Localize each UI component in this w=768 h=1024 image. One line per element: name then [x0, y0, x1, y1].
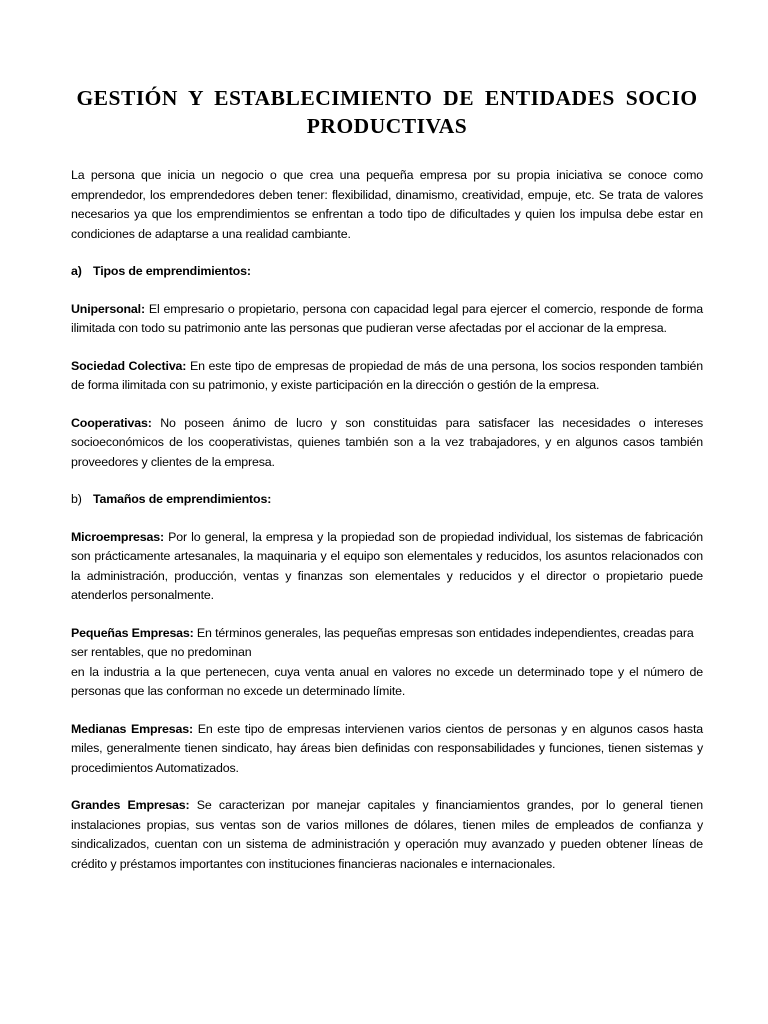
paragraph-pequenas-empresas — [71, 624, 703, 702]
section-b-heading — [71, 490, 703, 510]
term-medianas-empresas: Medianas Empresas: — [71, 721, 193, 736]
section-a-letter: a) — [71, 264, 82, 278]
text-sociedad-colectiva: En este tipo de empresas de propiedad de más de una persona, los socios responden también de forma ilimitada con su patrimonio, y existe participación en la dirección o gestión de la empresa. — [71, 358, 703, 392]
text-unipersonal: El empresario o propietario, persona con capacidad legal para ejercer el comercio, responde de forma ilimitada con todo su patrimonio ante las personas que pudieran verse afectadas por el accionar de la empresa. — [71, 301, 703, 335]
paragraph-unipersonal — [71, 300, 703, 339]
paragraph-microempresas — [71, 528, 703, 606]
text-pequenas-empresas-1: En términos generales, las pequeñas empresas son entidades independientes, creadas para ser rentables, que no predominan — [71, 625, 694, 659]
document-title — [71, 84, 703, 140]
text-microempresas: Por lo general, la empresa y la propiedad son de propiedad individual, los sistemas de fabricación son prácticamente artesanales, la maquinaria y el equipo son elementales y reducidos, los asuntos relacionados con la administración, producción, ventas y finanzas son elementales y reducidos y el director o propietario puede atenderlos personalmente. — [71, 529, 703, 602]
title-line-2: PRODUCTIVAS — [306, 114, 468, 138]
section-b-title: Tamaños de emprendimientos: — [93, 492, 272, 506]
term-pequenas-empresas: Pequeñas Empresas: — [71, 625, 194, 640]
text-pequenas-empresas-2: en la industria a la que pertenecen, cuya venta anual en valores no excede un determinado tope y el número de personas que las conforman no excede un determinado límite. — [71, 664, 703, 698]
title-line-1: GESTIÓN Y ESTABLECIMIENTO DE ENTIDADES SOCIO — [76, 86, 698, 110]
text-medianas-empresas: En este tipo de empresas intervienen varios cientos de personas y en algunos casos hasta miles, generalmente tienen sindicato, hay áreas bien definidas con responsabilidades y funciones, tienen sistemas y procedimientos Automatizados. — [71, 721, 703, 775]
intro-paragraph: La persona que inicia un negocio o que crea una pequeña empresa por su propia iniciativa se conoce como emprendedor, los emprendedores deben tener: flexibilidad, dinamismo, creatividad, empuje, etc. Se trata de valores necesarios ya que los emprendimientos se enfrentan a todo tipo de dificultades y quien los impulsa debe estar en condiciones de adaptarse a una realidad cambiante. — [71, 168, 703, 241]
term-sociedad-colectiva: Sociedad Colectiva: — [71, 358, 187, 373]
paragraph-grandes-empresas — [71, 796, 703, 874]
section-b-letter: b) — [71, 492, 82, 506]
text-cooperativas: No poseen ánimo de lucro y son constituidas para satisfacer las necesidades o intereses socioeconómicos de los cooperativistas, quienes también son a la vez trabajadores, y en algunos casos también proveedores y clientes de la empresa. — [71, 415, 703, 469]
paragraph-sociedad-colectiva — [71, 357, 703, 396]
term-microempresas: Microempresas: — [71, 529, 164, 544]
section-a-heading — [71, 262, 703, 282]
section-a-title: Tipos de emprendimientos: — [93, 264, 251, 278]
paragraph-cooperativas — [71, 414, 703, 473]
paragraph-medianas-empresas — [71, 720, 703, 779]
term-grandes-empresas: Grandes Empresas: — [71, 798, 190, 812]
document-body — [71, 166, 703, 874]
term-cooperativas: Cooperativas: — [71, 415, 152, 430]
text-grandes-empresas: Se caracterizan por manejar capitales y financiamientos grandes, por lo general tienen instalaciones propias, sus ventas son de varios millones de dólares, tienen miles de empleados de confianza y sindicalizados, cuentan con un sistema de administración y operación muy avanzado y pueden obtener líneas de crédito y préstamos importantes con instituciones financieras nacionales e internacionales. — [71, 798, 703, 871]
term-unipersonal: Unipersonal: — [71, 301, 145, 316]
document-page — [71, 84, 703, 892]
